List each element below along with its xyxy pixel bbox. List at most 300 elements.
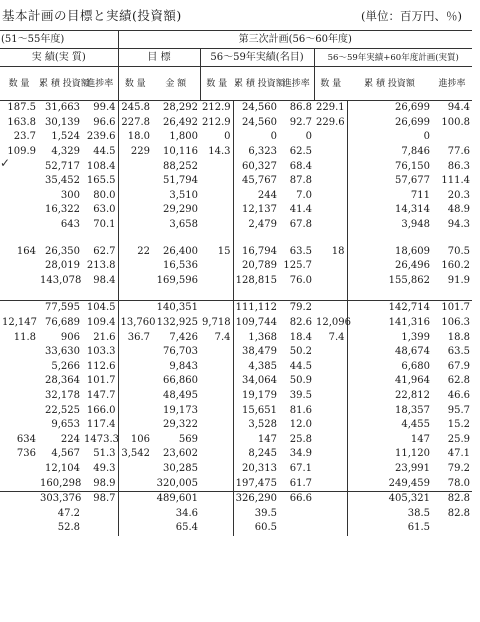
col-cumulative: 累 積 投資額 (38, 67, 82, 101)
col-quantity: 数 量 (118, 67, 152, 101)
cell-nominal-progress: 39.5 (289, 389, 312, 401)
cell-quantity (0, 476, 38, 491)
cell-nominal-progress (279, 232, 314, 244)
cell-quantity (0, 274, 38, 289)
cell-nominal-cumulative: 60.5 (254, 522, 277, 534)
cell-progress: 1473.3 (82, 432, 118, 447)
cell-progress: 103.3 (82, 345, 118, 360)
cell-nominal-quantity (200, 360, 233, 375)
cell-real-cumulative: 1,399 (401, 331, 430, 343)
cell-cumulative: 300 (60, 189, 80, 201)
cell-progress: 112.6 (82, 360, 118, 375)
cell-target-amount (152, 232, 200, 244)
cell-cumulative: 303,376 (38, 491, 82, 506)
table-body (0, 101, 472, 536)
cell-quantity: 11.8 (13, 331, 36, 343)
cell-real-quantity: 18 (314, 244, 347, 259)
cell-nominal-quantity (200, 259, 233, 274)
cell-real-progress: 77.6 (447, 146, 471, 158)
cell-cumulative: 5,266 (51, 360, 80, 372)
col-cumulative: 累 積 投資額 (347, 67, 432, 101)
margin-tick-mark: ✓ (0, 156, 11, 170)
cell-quantity (0, 462, 38, 477)
cell-quantity (0, 506, 38, 521)
table-row (0, 174, 472, 189)
cell-nominal-cumulative: 20,789 (242, 260, 277, 272)
investment-table (0, 30, 472, 536)
cell-cumulative: 52,717 (45, 160, 80, 172)
cell-real-progress: 95.7 (447, 404, 471, 416)
cell-nominal-progress: 44.5 (289, 360, 312, 372)
cell-real-quantity: 12,096 (314, 316, 347, 331)
cell-progress: 96.6 (82, 116, 118, 131)
cell-nominal-quantity (200, 476, 233, 491)
cell-nominal-quantity (200, 389, 233, 404)
cell-real-cumulative: 61.5 (407, 522, 430, 534)
col-cumulative: 累 積 投資額 (233, 67, 279, 101)
cell-nominal-progress: 34.9 (289, 448, 312, 460)
cell-nominal-progress: 86.8 (289, 102, 312, 114)
cell-cumulative: 160,298 (40, 477, 82, 489)
cell-cumulative: 22,525 (45, 404, 80, 416)
cell-target-amount: 51,794 (163, 175, 198, 187)
table-row (0, 189, 472, 204)
cell-real-progress: 91.9 (447, 274, 471, 286)
cell-real-progress: 18.8 (447, 331, 471, 343)
cell-cumulative (38, 232, 82, 244)
cell-real-quantity: 229.6 (314, 116, 347, 131)
col-amount: 金 額 (152, 67, 200, 101)
cell-target-amount: 169,596 (156, 274, 198, 286)
header-mokuhyo: 目 標 (118, 49, 200, 67)
cell-progress: 49.3 (82, 462, 118, 477)
cell-nominal-quantity (200, 159, 233, 174)
cell-nominal-cumulative: 39.5 (254, 507, 277, 519)
cell-real-progress: 78.0 (447, 477, 471, 489)
header-jisseki-combined: 56〜59年実績+60年度計画(実質) (314, 49, 472, 67)
table-row (0, 203, 472, 218)
cell-real-progress: 79.2 (447, 462, 471, 474)
cell-nominal-cumulative: 2,479 (248, 219, 277, 231)
cell-progress: 62.7 (82, 244, 118, 259)
cell-progress: 104.5 (82, 301, 118, 316)
table-row (0, 491, 472, 506)
cell-nominal-quantity (200, 345, 233, 360)
cell-quantity: 12,147 (2, 317, 37, 329)
table-row (0, 506, 472, 521)
cell-nominal-progress: 87.8 (289, 175, 312, 187)
cell-nominal-progress: 63.5 (289, 245, 312, 257)
cell-real-cumulative: 141,316 (388, 317, 430, 329)
table-row (0, 116, 472, 131)
cell-real-quantity (314, 288, 347, 301)
cell-quantity (0, 374, 38, 389)
cell-nominal-cumulative: 24,560 (242, 102, 277, 114)
cell-nominal-progress (279, 506, 314, 521)
cell-target-amount: 23,602 (163, 448, 198, 460)
cell-nominal-progress: 82.6 (289, 317, 312, 329)
cell-target-amount (152, 288, 200, 301)
cell-real-cumulative: 41,964 (395, 375, 430, 387)
cell-quantity (0, 301, 38, 316)
table-row (0, 159, 472, 174)
cell-nominal-progress (279, 521, 314, 536)
cell-target-quantity (118, 288, 152, 301)
cell-nominal-quantity (200, 521, 233, 536)
cell-nominal-cumulative: 3,528 (248, 419, 277, 431)
cell-cumulative: 35,452 (45, 175, 80, 187)
cell-quantity (0, 232, 38, 244)
cell-real-cumulative: 4,455 (401, 419, 430, 431)
cell-nominal-quantity: 15 (200, 244, 233, 259)
cell-nominal-cumulative: 15,651 (242, 404, 277, 416)
cell-nominal-quantity (200, 189, 233, 204)
cell-target-quantity: 13,760 (120, 317, 156, 329)
cell-real-cumulative: 26,496 (395, 260, 430, 272)
cell-nominal-cumulative: 244 (257, 189, 277, 201)
cell-real-cumulative: 26,699 (395, 116, 430, 128)
cell-target-quantity (118, 174, 152, 189)
cell-real-cumulative: 76,150 (395, 160, 430, 172)
cell-real-quantity (314, 203, 347, 218)
cell-real-progress: 111.4 (441, 175, 471, 187)
cell-real-quantity (314, 432, 347, 447)
cell-progress: 44.5 (82, 145, 118, 160)
cell-target-quantity: 3,542 (121, 448, 150, 460)
cell-cumulative: 4,567 (51, 448, 80, 460)
cell-target-quantity (118, 360, 152, 375)
cell-real-quantity (314, 447, 347, 462)
cell-progress: 98.9 (82, 476, 118, 491)
cell-progress (82, 288, 118, 301)
table-row (0, 316, 472, 331)
cell-nominal-cumulative (233, 288, 279, 301)
cell-real-cumulative: 155,862 (388, 274, 430, 286)
cell-quantity: 164 (16, 245, 36, 257)
cell-real-cumulative (347, 288, 432, 301)
cell-progress: 80.0 (82, 189, 118, 204)
cell-nominal-quantity: 9,718 (200, 316, 233, 331)
cell-real-quantity (314, 232, 347, 244)
cell-nominal-quantity (200, 232, 233, 244)
cell-target-amount: 48,495 (163, 389, 198, 401)
cell-target-quantity (118, 259, 152, 274)
cell-real-progress: 47.1 (447, 448, 471, 460)
cell-real-quantity (314, 491, 347, 506)
cell-cumulative: 30,139 (45, 116, 80, 128)
table-row (0, 130, 472, 145)
cell-real-quantity (314, 403, 347, 418)
table-row (0, 418, 472, 433)
header-period-left: (51〜55年度) (0, 31, 118, 49)
cell-nominal-quantity (200, 301, 233, 316)
cell-target-quantity: 245.8 (121, 102, 150, 114)
cell-progress: 117.4 (82, 418, 118, 433)
cell-progress: 147.7 (82, 389, 118, 404)
cell-target-quantity (118, 374, 152, 389)
cell-nominal-progress: 7.0 (296, 189, 312, 201)
cell-quantity (0, 389, 38, 404)
cell-target-amount: 569 (178, 433, 198, 445)
cell-nominal-progress: 62.5 (289, 146, 312, 158)
cell-progress: 108.4 (82, 159, 118, 174)
cell-quantity: 23.7 (13, 131, 36, 143)
col-progress: 進捗率 (82, 67, 118, 101)
cell-target-quantity (118, 232, 152, 244)
cell-nominal-progress: 50.9 (289, 375, 312, 387)
cell-real-progress: 82.8 (447, 507, 471, 519)
cell-target-quantity (118, 521, 152, 536)
cell-real-quantity: 7.4 (314, 330, 347, 345)
cell-progress (82, 232, 118, 244)
cell-target-amount: 28,292 (163, 102, 198, 114)
cell-cumulative: 32,178 (45, 389, 80, 401)
cell-nominal-progress: 68.4 (289, 160, 312, 172)
cell-progress: 98.7 (82, 491, 118, 506)
cell-quantity (0, 360, 38, 375)
cell-real-progress: 82.8 (432, 491, 472, 506)
table-row (0, 244, 472, 259)
cell-nominal-quantity: 0 (200, 130, 233, 145)
cell-nominal-cumulative: 128,815 (235, 274, 277, 286)
cell-progress: 63.0 (82, 203, 118, 218)
cell-progress: 21.6 (82, 330, 118, 345)
cell-real-quantity (314, 189, 347, 204)
cell-target-amount: 29,290 (163, 204, 198, 216)
cell-target-amount: 3,658 (169, 219, 198, 231)
cell-quantity: 163.8 (7, 116, 36, 128)
cell-target-quantity: 229 (130, 146, 150, 158)
cell-real-quantity (314, 418, 347, 433)
cell-cumulative: 906 (60, 331, 80, 343)
cell-real-progress: 63.5 (447, 346, 471, 358)
cell-nominal-quantity (200, 288, 233, 301)
cell-real-quantity (314, 521, 347, 536)
cell-progress: 99.4 (82, 101, 118, 116)
cell-cumulative: 1,524 (51, 131, 80, 143)
cell-real-quantity (314, 159, 347, 174)
col-progress: 進捗率 (279, 67, 314, 101)
cell-target-amount: 26,400 (163, 245, 198, 257)
cell-nominal-progress: 125.7 (283, 260, 312, 272)
cell-cumulative: 12,104 (45, 462, 80, 474)
cell-nominal-quantity (200, 491, 233, 506)
cell-nominal-progress: 66.6 (279, 491, 314, 506)
cell-real-quantity (314, 274, 347, 289)
cell-real-progress (432, 232, 472, 244)
cell-nominal-quantity (200, 403, 233, 418)
cell-cumulative (38, 288, 82, 301)
cell-nominal-cumulative: 0 (270, 131, 277, 143)
cell-cumulative: 9,653 (51, 419, 80, 431)
cell-real-quantity (314, 389, 347, 404)
cell-target-quantity (118, 345, 152, 360)
cell-quantity (0, 418, 38, 433)
cell-target-quantity (118, 301, 152, 316)
cell-target-amount: 66,860 (163, 375, 198, 387)
cell-nominal-cumulative: 111,112 (233, 301, 279, 316)
cell-quantity (0, 189, 38, 204)
cell-real-cumulative: 147 (410, 433, 430, 445)
cell-nominal-quantity: 14.3 (200, 145, 233, 160)
cell-progress: 109.4 (82, 316, 118, 331)
cell-real-quantity (314, 174, 347, 189)
cell-target-quantity (118, 403, 152, 418)
table-row (0, 389, 472, 404)
cell-nominal-progress: 76.0 (289, 274, 312, 286)
cell-target-quantity (118, 189, 152, 204)
cell-target-amount: 26,492 (163, 116, 198, 128)
cell-real-progress: 46.6 (447, 389, 471, 401)
col-quantity: 数 量 (200, 67, 233, 101)
table-row (0, 232, 472, 244)
cell-real-quantity (314, 360, 347, 375)
cell-nominal-cumulative: 4,385 (248, 360, 277, 372)
cell-target-quantity (118, 389, 152, 404)
cell-nominal-quantity (200, 418, 233, 433)
cell-nominal-progress: 81.6 (289, 404, 312, 416)
cell-cumulative: 28,364 (45, 375, 80, 387)
cell-real-cumulative: 3,948 (401, 219, 430, 231)
cell-nominal-progress: 92.7 (289, 116, 312, 128)
cell-nominal-cumulative: 6,323 (248, 146, 277, 158)
cell-real-progress (432, 288, 472, 301)
cell-target-amount: 10,116 (163, 146, 198, 158)
cell-quantity: 109.9 (7, 146, 36, 158)
cell-real-progress: 160.2 (441, 260, 471, 272)
cell-nominal-cumulative: 1,368 (248, 331, 277, 343)
cell-cumulative: 52.8 (57, 522, 80, 534)
cell-real-cumulative: 38.5 (407, 507, 430, 519)
cell-nominal-cumulative: 45,767 (242, 175, 277, 187)
page-title: 基本計画の目標と実績(投資額) (2, 8, 182, 23)
cell-nominal-quantity: 212.9 (200, 116, 233, 131)
cell-cumulative: 76,689 (45, 317, 80, 329)
cell-real-quantity (314, 476, 347, 491)
cell-nominal-quantity (200, 462, 233, 477)
cell-real-cumulative: 18,357 (395, 404, 430, 416)
table-row (0, 521, 472, 536)
cell-quantity (0, 159, 38, 174)
cell-real-progress (432, 130, 472, 145)
cell-nominal-cumulative: 34,064 (242, 375, 277, 387)
cell-real-progress: 48.9 (447, 204, 471, 216)
cell-progress: 165.5 (82, 174, 118, 189)
cell-target-quantity (118, 506, 152, 521)
cell-real-cumulative: 7,846 (401, 146, 430, 158)
cell-real-progress: 67.9 (447, 360, 471, 372)
cell-real-progress: 25.9 (447, 433, 471, 445)
cell-nominal-progress: 50.2 (289, 346, 312, 358)
cell-cumulative: 77,595 (38, 301, 82, 316)
cell-real-cumulative: 6,680 (401, 360, 430, 372)
cell-real-quantity (314, 145, 347, 160)
cell-real-quantity (314, 218, 347, 233)
cell-quantity (0, 288, 38, 301)
cell-real-quantity (314, 374, 347, 389)
cell-nominal-progress: 67.8 (289, 219, 312, 231)
cell-target-amount: 132,925 (156, 317, 198, 329)
cell-real-cumulative: 22,812 (395, 389, 430, 401)
cell-progress: 213.8 (82, 259, 118, 274)
cell-nominal-cumulative: 109,744 (235, 317, 277, 329)
table-row (0, 145, 472, 160)
cell-cumulative: 643 (60, 219, 80, 231)
cell-nominal-quantity (200, 447, 233, 462)
cell-target-amount: 65.4 (175, 522, 198, 534)
cell-real-quantity (314, 130, 347, 145)
cell-target-amount: 29,322 (163, 419, 198, 431)
cell-real-quantity (314, 259, 347, 274)
table-row (0, 462, 472, 477)
cell-real-progress: 106.3 (441, 317, 471, 329)
cell-real-progress: 20.3 (447, 189, 471, 201)
cell-progress: 166.0 (82, 403, 118, 418)
cell-target-amount: 34.6 (175, 507, 198, 519)
cell-target-amount: 16,536 (163, 260, 198, 272)
cell-target-amount: 140,351 (152, 301, 200, 316)
cell-real-progress: 94.3 (447, 219, 471, 231)
cell-cumulative: 16,322 (45, 204, 80, 216)
cell-nominal-progress (279, 288, 314, 301)
unit-note: (単位：百万円、％) (361, 9, 462, 23)
cell-real-progress: 94.4 (447, 102, 471, 114)
cell-real-cumulative: 405,321 (347, 491, 432, 506)
cell-nominal-quantity: 212.9 (200, 101, 233, 116)
cell-nominal-progress: 41.4 (289, 204, 312, 216)
cell-nominal-progress: 67.1 (289, 462, 312, 474)
cell-nominal-cumulative: 38,479 (242, 346, 277, 358)
cell-nominal-quantity (200, 218, 233, 233)
cell-quantity: 187.5 (7, 102, 36, 114)
col-progress: 進捗率 (432, 67, 472, 101)
cell-nominal-cumulative: 20,313 (242, 462, 277, 474)
cell-target-amount: 3,510 (169, 189, 198, 201)
cell-target-quantity (118, 159, 152, 174)
cell-real-cumulative: 18,609 (395, 245, 430, 257)
cell-quantity (0, 491, 38, 506)
cell-real-cumulative: 57,677 (395, 175, 430, 187)
cell-target-amount: 7,426 (169, 331, 198, 343)
cell-cumulative: 26,350 (45, 245, 80, 257)
cell-cumulative: 143,078 (40, 274, 82, 286)
table-row (0, 274, 472, 289)
cell-real-progress: 62.8 (447, 375, 471, 387)
cell-nominal-progress: 25.8 (289, 433, 312, 445)
cell-target-amount: 1,800 (169, 131, 198, 143)
table-row (0, 447, 472, 462)
cell-target-quantity: 22 (137, 245, 150, 257)
cell-target-quantity: 18.0 (127, 131, 150, 143)
cell-nominal-progress: 18.4 (289, 331, 312, 343)
table-row (0, 476, 472, 491)
cell-real-cumulative: 249,459 (388, 477, 430, 489)
table-row (0, 374, 472, 389)
cell-real-cumulative: 23,991 (395, 462, 430, 474)
cell-target-amount: 320,005 (156, 477, 198, 489)
cell-nominal-cumulative: 197,475 (235, 477, 277, 489)
cell-target-quantity (118, 462, 152, 477)
cell-real-quantity (314, 462, 347, 477)
cell-quantity: 736 (16, 448, 36, 460)
col-quantity: 数 量 (314, 67, 347, 101)
table-row (0, 345, 472, 360)
cell-cumulative: 4,329 (51, 146, 80, 158)
cell-cumulative: 31,663 (45, 102, 80, 114)
cell-nominal-progress: 61.7 (289, 477, 312, 489)
table-row (0, 301, 472, 316)
cell-real-progress: 101.7 (432, 301, 472, 316)
